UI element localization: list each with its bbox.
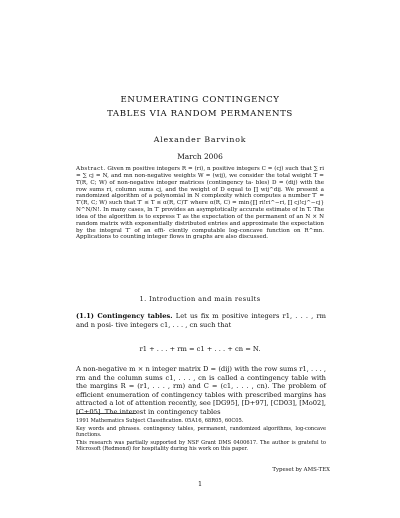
abstract-line: as the expectation of the permanent of an N × N random matrix with exponentially (76, 213, 325, 227)
paragraph-line: contingency tables with prescribed margins has attracted a lot of attention recently, (76, 390, 326, 408)
abstract-line: the total weight T = T(R, C; W) of non-negative integer matrices (contingency ta- (76, 172, 324, 186)
abstract-line: which computes a number T′ = T′(R, C; W) such that T′ ≤ T ≤ α(R, C)T′ where (76, 193, 325, 207)
paragraph-1 (76, 312, 326, 329)
paragraph-line: A non-negative m × n integer matrix D = (dij) with the row sums r1, . . . , rm (76, 365, 326, 382)
abstract-line: Given m positive integers R = (ri), n positive integers C = (cj) such (107, 166, 299, 172)
abstract-line: bles) D = (dij) with the row sums ri, column sums cj, and the weight of D equal (76, 179, 325, 193)
abstract-line: asymptotically accurate estimate of ln T. The idea of the algorithm is to express T (76, 207, 325, 220)
paper-title-line-1: ENUMERATING CONTINGENCY (120, 95, 280, 105)
paragraph-line: tive integers c1, . . . , cn such that (115, 320, 232, 329)
abstract-label: Abstract. (76, 166, 106, 172)
paragraph-2 (76, 365, 326, 417)
paragraph-line: see [DG95], [D+97], [CD03], [Mo02], [C+05]. The interest in contingency tables (76, 399, 326, 416)
abstract-line: distributed entries and approximate the expectation by the integral T′ of an effi- (76, 220, 324, 234)
page-number: 1 (197, 480, 203, 488)
abstract-line: flows in graphs are also discussed. (169, 234, 269, 241)
section-heading: 1. Introduction and main results (139, 295, 261, 303)
footnote-rule (76, 413, 136, 414)
abstract-line: α(R, C) = min{∏ ri!ri^−ri, ∏ cj!cj^−cj} N^N/N!. In many cases, ln T′ provides an (76, 200, 325, 214)
paper-title-line-2: TABLES VIA RANDOM PERMANENTS (107, 109, 293, 119)
author-name: Alexander Barvinok (153, 135, 247, 144)
footnote-msc: 1991 Mathematics Subject Classification. 05A16, 68R05, 60C05. (76, 418, 244, 424)
typeset-note: Typeset by AMS-TEX (272, 467, 330, 473)
paragraph-line: R = (r1, . . . , rm) and C = (c1, . . . , cn). The problem of efficient enumeration of (76, 382, 326, 399)
paragraph-line: and the column sums c1, . . . , cn is called a contingency table with the margins (76, 373, 326, 391)
footnote-keywords: Key words and phrases. contingency tables, permanent, randomized algorithms, log-concave functions. (76, 425, 326, 439)
abstract-line: that ∑ ri = ∑ cj = N, and mn non-negative weights W = (wij), we consider (76, 166, 325, 179)
abstract-line: ciently computable log-concave function on R^mn. Applications to counting integer (76, 227, 325, 241)
paragraph-line: Let us fix m positive integers r1, . . . , rm and n posi- (76, 312, 326, 329)
paragraph-heading: (1.1) Contingency tables. (76, 312, 173, 320)
footnote-funding: This research was partially supported by NSF Grant DMS 0400617. The author is grateful to Microsoft (Redmond) for hospitality during his work on this paper. (76, 439, 326, 453)
equation-1: r1 + . . . + rm = c1 + . . . + cn = N. (139, 345, 261, 353)
abstract-line: to ∏ wij^dij. We present a randomized algorithm of a polynomial in N complexity (76, 186, 324, 200)
footnotes (76, 418, 326, 454)
paper-date: March 2006 (177, 152, 223, 161)
abstract (76, 166, 324, 241)
